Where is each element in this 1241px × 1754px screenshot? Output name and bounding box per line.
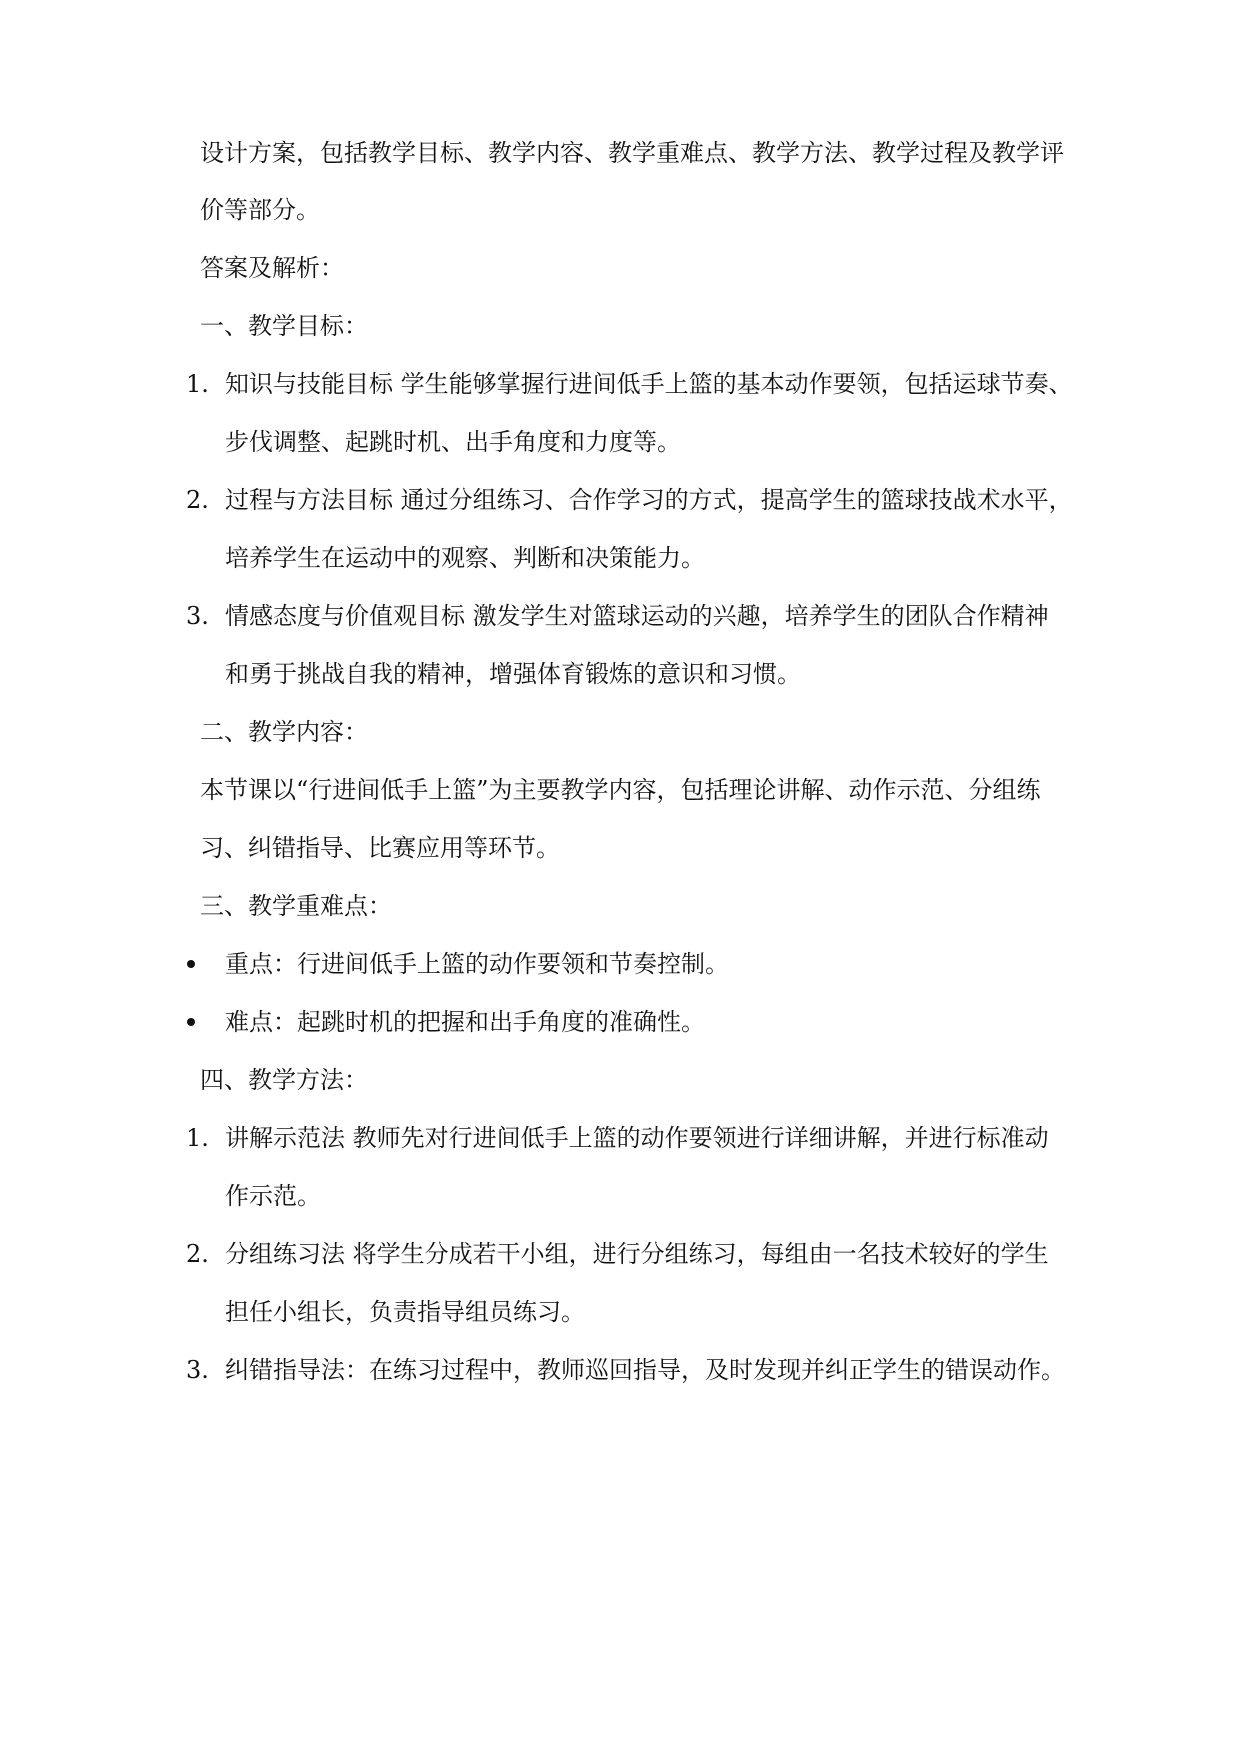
method-1-line-2: 作示范。 [225, 1182, 321, 1210]
answer-label: 答案及解析： [200, 254, 344, 282]
objective-3-line-1: 情感态度与价值观目标 激发学生对篮球运动的兴趣，培养学生的团队合作精神 [225, 602, 1049, 630]
content-line-1: 本节课以“行进间低手上篮”为主要教学内容，包括理论讲解、动作示范、分组练 [200, 776, 1041, 804]
intro-line-2: 价等部分。 [200, 196, 320, 224]
content-line-2: 习、纠错指导、比赛应用等环节。 [200, 834, 560, 862]
keypoint-difficult: 难点：起跳时机的把握和出手角度的准确性。 [225, 1008, 705, 1036]
objective-2-line-2: 培养学生在运动中的观察、判断和决策能力。 [225, 544, 705, 572]
method-2-line-2: 担任小组长，负责指导组员练习。 [225, 1298, 585, 1326]
keypoint-important: 重点：行进间低手上篮的动作要领和节奏控制。 [225, 950, 729, 978]
method-3-line-1: 纠错指导法：在练习过程中，教师巡回指导，及时发现并纠正学生的错误动作。 [225, 1356, 1065, 1384]
objective-2-marker: 2. [186, 486, 209, 514]
section-title-keypoints: 三、教学重难点： [200, 892, 392, 920]
bullet-dot [187, 960, 195, 968]
objective-3-line-2: 和勇于挑战自我的精神，增强体育锻炼的意识和习惯。 [225, 660, 801, 688]
section-title-objectives: 一、教学目标： [200, 312, 368, 340]
section-title-content: 二、教学内容： [200, 718, 368, 746]
method-1-marker: 1. [186, 1124, 209, 1152]
objective-3-marker: 3. [186, 602, 209, 630]
method-1-line-1: 讲解示范法 教师先对行进间低手上篮的动作要领进行详细讲解，并进行标准动 [225, 1124, 1049, 1152]
objective-1-line-1: 知识与技能目标 学生能够掌握行进间低手上篮的基本动作要领，包括运球节奏、 [225, 370, 1073, 398]
intro-line-1: 设计方案，包括教学目标、教学内容、教学重难点、教学方法、教学过程及教学评 [200, 139, 1064, 167]
objective-2-line-1: 过程与方法目标 通过分组练习、合作学习的方式，提高学生的篮球技战术水平， [225, 486, 1073, 514]
section-title-methods: 四、教学方法： [200, 1066, 368, 1094]
method-2-marker: 2. [186, 1240, 209, 1268]
method-2-line-1: 分组练习法 将学生分成若干小组，进行分组练习，每组由一名技术较好的学生 [225, 1240, 1049, 1268]
objective-1-line-2: 步伐调整、起跳时机、出手角度和力度等。 [225, 428, 681, 456]
objective-1-marker: 1. [186, 370, 209, 398]
method-3-marker: 3. [186, 1356, 209, 1384]
bullet-dot [187, 1018, 195, 1026]
